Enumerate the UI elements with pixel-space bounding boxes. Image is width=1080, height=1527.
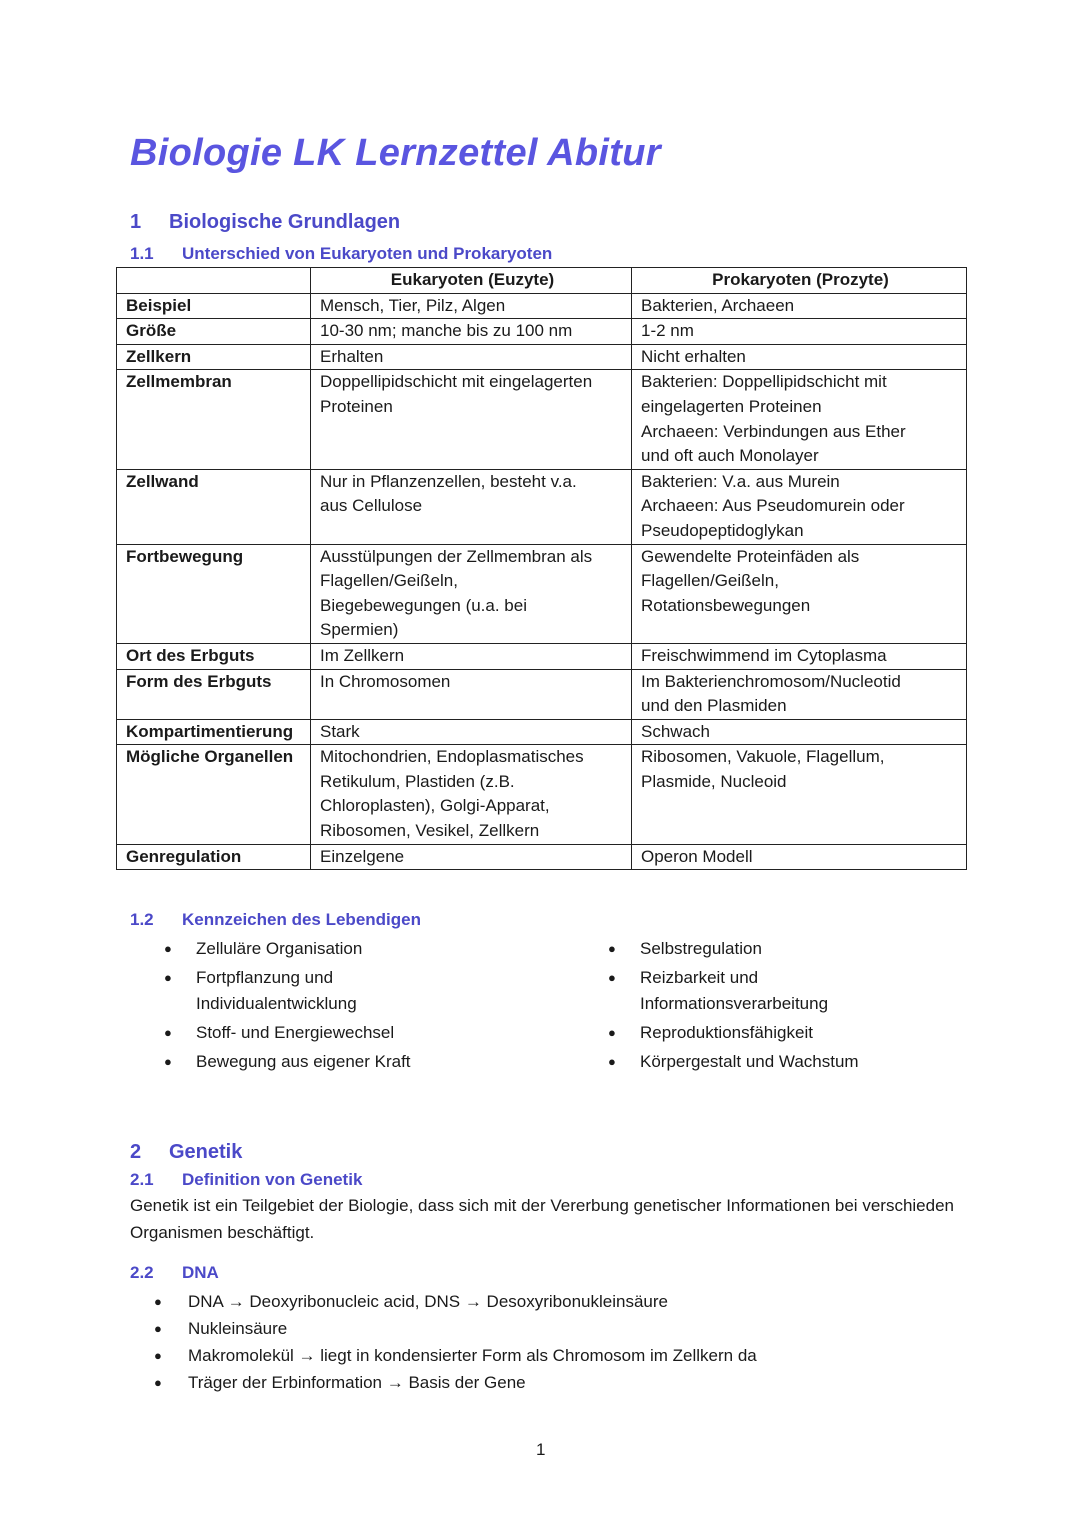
section-heading-2-2 [130,1263,219,1283]
list-item: ● Makromolekül → liegt in kondensierter Form als Chromosom im Zellkern da [154,1342,757,1369]
eukaryoten-cell: In Chromosomen [311,669,632,719]
list-item: ● Träger der Erbinformation → Basis der Gene [154,1369,757,1396]
section-heading-2-1 [130,1170,362,1190]
section-title: Biologische Grundlagen [169,211,401,233]
table-row [117,719,967,745]
document-title: Biologie LK Lernzettel Abitur [130,132,661,174]
row-label: Größe [117,319,311,345]
eukaryoten-cell: Nur in Pflanzenzellen, besteht v.a. aus Cellulose [311,469,632,544]
characteristics-list-left [160,936,411,1075]
section-number: 2 [130,1141,142,1163]
section-heading-2 [130,1141,242,1164]
eukaryoten-cell: Im Zellkern [311,643,632,669]
prokaryoten-cell: Gewendelte Proteinfäden als Flagellen/Geißeln, Rotationsbewegungen [632,544,967,643]
list-item: ● Selbstregulation [604,936,859,962]
eukaryoten-cell: Stark [311,719,632,745]
table-row [117,293,967,319]
eukaryoten-cell: Mitochondrien, Endoplasmatisches Retikulum, Plastiden (z.B. Chloroplasten), Golgi-Apparat, Ribosomen, Vesikel, Zellkern [311,745,632,844]
section-number: 2.1 [130,1170,154,1189]
section-heading-1-1 [130,244,552,264]
prokaryoten-cell: Bakterien, Archaeen [632,293,967,319]
genetik-definition-paragraph: Genetik ist ein Teilgebiet der Biologie, dass sich mit der Vererbung genetischer Informationen bei verschieden Organismen beschäftigt. [130,1196,954,1242]
section-number: 1 [130,211,142,233]
header-cell-prokaryoten: Prokaryoten (Prozyte) [632,268,967,294]
section-title: DNA [182,1263,219,1282]
comparison-table [116,267,967,870]
table-row [117,669,967,719]
section-title: Unterschied von Eukaryoten und Prokaryoten [182,244,553,263]
row-label: Fortbewegung [117,544,311,643]
eukaryoten-cell: 10-30 nm; manche bis zu 100 nm [311,319,632,345]
prokaryoten-cell: Nicht erhalten [632,344,967,370]
section-title: Kennzeichen des Lebendigen [182,910,421,929]
section-heading-1-2 [130,910,421,930]
section-number: 2.2 [130,1263,154,1282]
row-label: Kompartimentierung [117,719,311,745]
list-item: ● Zelluläre Organisation [160,936,411,962]
section-number: 1.1 [130,244,154,263]
list-item: ● Stoff- und Energiewechsel [160,1020,411,1046]
table-row [117,544,967,643]
section-title: Definition von Genetik [182,1170,363,1189]
list-item: ● Bewegung aus eigener Kraft [160,1049,411,1075]
list-item: ● Körpergestalt und Wachstum [604,1049,859,1075]
page-number: 1 [536,1440,546,1459]
header-cell-empty [117,268,311,294]
section-number: 1.2 [130,910,154,929]
dna-list [154,1288,757,1396]
row-label: Beispiel [117,293,311,319]
eukaryoten-cell: Mensch, Tier, Pilz, Algen [311,293,632,319]
prokaryoten-cell: Operon Modell [632,844,967,870]
table-row [117,319,967,345]
table-row [117,469,967,544]
row-label: Zellkern [117,344,311,370]
list-item: ● Reizbarkeit und Informationsverarbeitung [604,965,859,1017]
row-label: Genregulation [117,844,311,870]
row-label: Ort des Erbguts [117,643,311,669]
prokaryoten-cell: Freischwimmend im Cytoplasma [632,643,967,669]
table-row [117,844,967,870]
prokaryoten-cell: Bakterien: V.a. aus Murein Archaeen: Aus Pseudomurein oder Pseudopeptidoglykan [632,469,967,544]
row-label: Zellwand [117,469,311,544]
section-heading-1 [130,211,400,234]
table-row [117,370,967,469]
eukaryoten-cell: Einzelgene [311,844,632,870]
eukaryoten-cell: Erhalten [311,344,632,370]
header-cell-eukaryoten: Eukaryoten (Euzyte) [311,268,632,294]
row-label: Zellmembran [117,370,311,469]
table-row [117,344,967,370]
list-item: ● Nukleinsäure [154,1315,757,1342]
list-item: ● Reproduktionsfähigkeit [604,1020,859,1046]
list-item: ● DNA → Deoxyribonucleic acid, DNS → Desoxyribonukleinsäure [154,1288,757,1315]
eukaryoten-cell: Ausstülpungen der Zellmembran als Flagellen/Geißeln, Biegebewegungen (u.a. bei Spermien) [311,544,632,643]
prokaryoten-cell: Schwach [632,719,967,745]
prokaryoten-cell: Im Bakterienchromosom/Nucleotid und den Plasmiden [632,669,967,719]
list-item: ● Fortpflanzung und Individualentwicklung [160,965,411,1017]
row-label: Form des Erbguts [117,669,311,719]
section-title: Genetik [169,1141,243,1163]
eukaryoten-cell: Doppellipidschicht mit eingelagerten Proteinen [311,370,632,469]
table-row [117,643,967,669]
characteristics-list-right [604,936,859,1075]
prokaryoten-cell: 1-2 nm [632,319,967,345]
row-label: Mögliche Organellen [117,745,311,844]
table-row [117,745,967,844]
prokaryoten-cell: Ribosomen, Vakuole, Flagellum, Plasmide, Nucleoid [632,745,967,844]
table-header-row [117,268,967,294]
prokaryoten-cell: Bakterien: Doppellipidschicht mit eingelagerten Proteinen Archaeen: Verbindungen aus Ether und oft auch Monolayer [632,370,967,469]
